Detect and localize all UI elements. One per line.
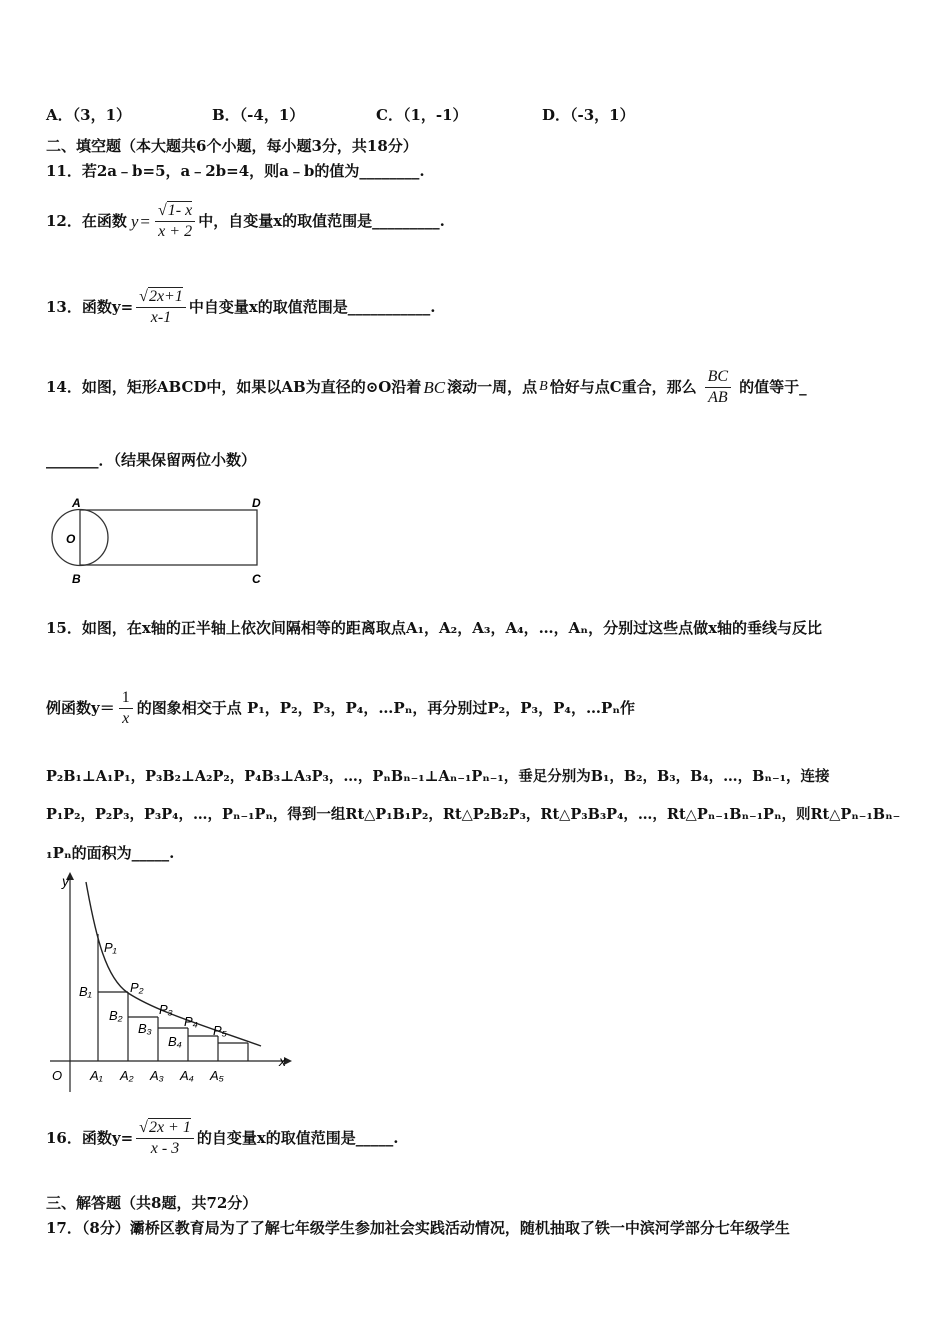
label-c: C xyxy=(252,572,261,586)
label-origin: O xyxy=(52,1068,63,1083)
question-13 xyxy=(46,282,436,332)
q16-numerator: 2x + 1 xyxy=(148,1118,191,1136)
label-b3: B₃ xyxy=(138,1021,152,1036)
q12-prefix: 12．在函数 xyxy=(46,211,127,230)
label-x: x xyxy=(279,1053,286,1069)
label-a2: A₂ xyxy=(120,1068,134,1083)
question-11: 11．若2a﹣b=5，a﹣2b=4，则a﹣b的值为________. xyxy=(46,162,425,180)
label-a5: A₅ xyxy=(210,1068,224,1083)
q15-fraction xyxy=(119,690,133,727)
q13-prefix: 13．函数y= xyxy=(46,297,134,316)
question-17: 17．（8分）灞桥区教育局为了了解七年级学生参加社会实践活动情况，随机抽取了铁一中滨河学部分七年级学生 xyxy=(46,1219,790,1237)
q15-numerator: 1 xyxy=(119,690,133,709)
q12-denominator: x + 2 xyxy=(158,222,193,240)
label-a3: A₃ xyxy=(150,1068,164,1083)
option-c: C．（1，-1） xyxy=(376,106,468,124)
rectangle-abcd xyxy=(80,510,257,565)
q14-numerator: BC xyxy=(705,369,731,388)
question-15-line2 xyxy=(46,682,635,734)
question-14-line2: _______．（结果保留两位小数） xyxy=(46,451,257,469)
q13-suffix: 中自变量x的取值范围是___________. xyxy=(188,297,436,316)
option-a: A．（3，1） xyxy=(46,106,132,124)
label-a4: A₄ xyxy=(180,1068,194,1083)
label-b: B xyxy=(72,572,81,586)
section3-title: 三、解答题（共8题，共72分） xyxy=(46,1194,258,1212)
question-15-line4: P₁P₂，P₂P₃，P₃P₄，…，Pₙ₋₁Pₙ，得到一组Rt△P₁B₁P₂，Rt△P₂B₂P₃，Rt△P₃B₃P₄，…，Rt△Pₙ₋₁Bₙ₋₁Pₙ，则Rt△Pₙ₋₁Bₙ₋ xyxy=(46,806,901,823)
q12-numerator: 1- x xyxy=(167,201,193,219)
option-b: B．（-4，1） xyxy=(212,106,305,124)
q15-denominator: x xyxy=(122,709,130,727)
label-p4: P₄ xyxy=(184,1014,198,1029)
question-16 xyxy=(46,1112,399,1164)
q14-mid1: 滚动一周，点 xyxy=(447,377,538,396)
q14-bc: BC xyxy=(423,377,446,397)
label-p2: P₂ xyxy=(130,980,144,995)
q12-eq: = xyxy=(140,211,151,231)
q12-y: y xyxy=(130,211,139,231)
option-d: D．（-3，1） xyxy=(542,106,635,124)
q12-suffix: 中，自变量x的取值范围是_________. xyxy=(198,211,445,230)
sqrt-icon: √ xyxy=(139,1118,148,1136)
q14-mid2: 恰好与点C重合，那么 xyxy=(549,377,697,396)
question-15-line1: 15．如图，在x轴的正半轴上依次间隔相等的距离取点A₁，A₂，A₃，A₄，…，Aₙ，分别过这些点做x轴的垂线与反比 xyxy=(46,619,823,637)
q16-denominator: x - 3 xyxy=(150,1139,180,1157)
question-15-line3: P₂B₁⊥A₁P₁，P₃B₂⊥A₂P₂，P₄B₃⊥A₃P₃，…，PₙBₙ₋₁⊥Aₙ₋₁Pₙ₋₁，垂足分别为B₁，B₂，B₃，B₄，…，Bₙ₋₁，连接 xyxy=(46,768,830,785)
q14-fraction xyxy=(705,369,731,406)
q15-prefix: 例函数y＝ xyxy=(46,698,115,717)
q14-prefix: 14．如图，矩形ABCD中，如果以AB为直径的⊙O沿着 xyxy=(46,377,422,396)
label-p1: P₁ xyxy=(104,940,117,955)
q16-fraction xyxy=(136,1120,194,1157)
label-a: A xyxy=(72,496,81,510)
q12-fraction xyxy=(155,203,195,240)
q13-fraction xyxy=(136,289,186,326)
label-b2: B₂ xyxy=(109,1008,123,1023)
q13-numerator: 2x+1 xyxy=(148,287,183,305)
q13-denominator: x-1 xyxy=(150,308,172,326)
q15-suffix: 的图象相交于点 P₁，P₂，P₃，P₄，…Pₙ，再分别过P₂，P₃，P₄，…Pₙ作 xyxy=(136,698,636,717)
label-p3: P₃ xyxy=(159,1002,173,1017)
q16-prefix: 16．函数y= xyxy=(46,1128,134,1147)
question-14 xyxy=(46,362,807,412)
q14-suffix: 的值等于_ xyxy=(739,377,807,396)
sqrt-icon: √ xyxy=(158,201,167,219)
sqrt-icon: √ xyxy=(139,287,148,305)
q14-b: B xyxy=(539,379,548,394)
label-a1: A₁ xyxy=(90,1068,103,1083)
question-15-line5: ₁Pₙ的面积为_____. xyxy=(46,844,175,862)
label-y: y xyxy=(62,873,69,889)
label-b1: B₁ xyxy=(79,984,92,999)
section2-title: 二、填空题（本大题共6个小题，每小题3分，共18分） xyxy=(46,137,418,155)
q16-suffix: 的自变量x的取值范围是_____. xyxy=(196,1128,399,1147)
q14-denominator: AB xyxy=(708,388,728,406)
inverse-function-figure xyxy=(46,868,296,1096)
label-o: O xyxy=(66,532,76,546)
label-d: D xyxy=(252,496,261,510)
label-b4: B₄ xyxy=(168,1034,182,1049)
label-p5: P₅ xyxy=(213,1023,227,1038)
rectangle-circle-figure xyxy=(46,492,276,592)
question-12 xyxy=(46,198,445,244)
